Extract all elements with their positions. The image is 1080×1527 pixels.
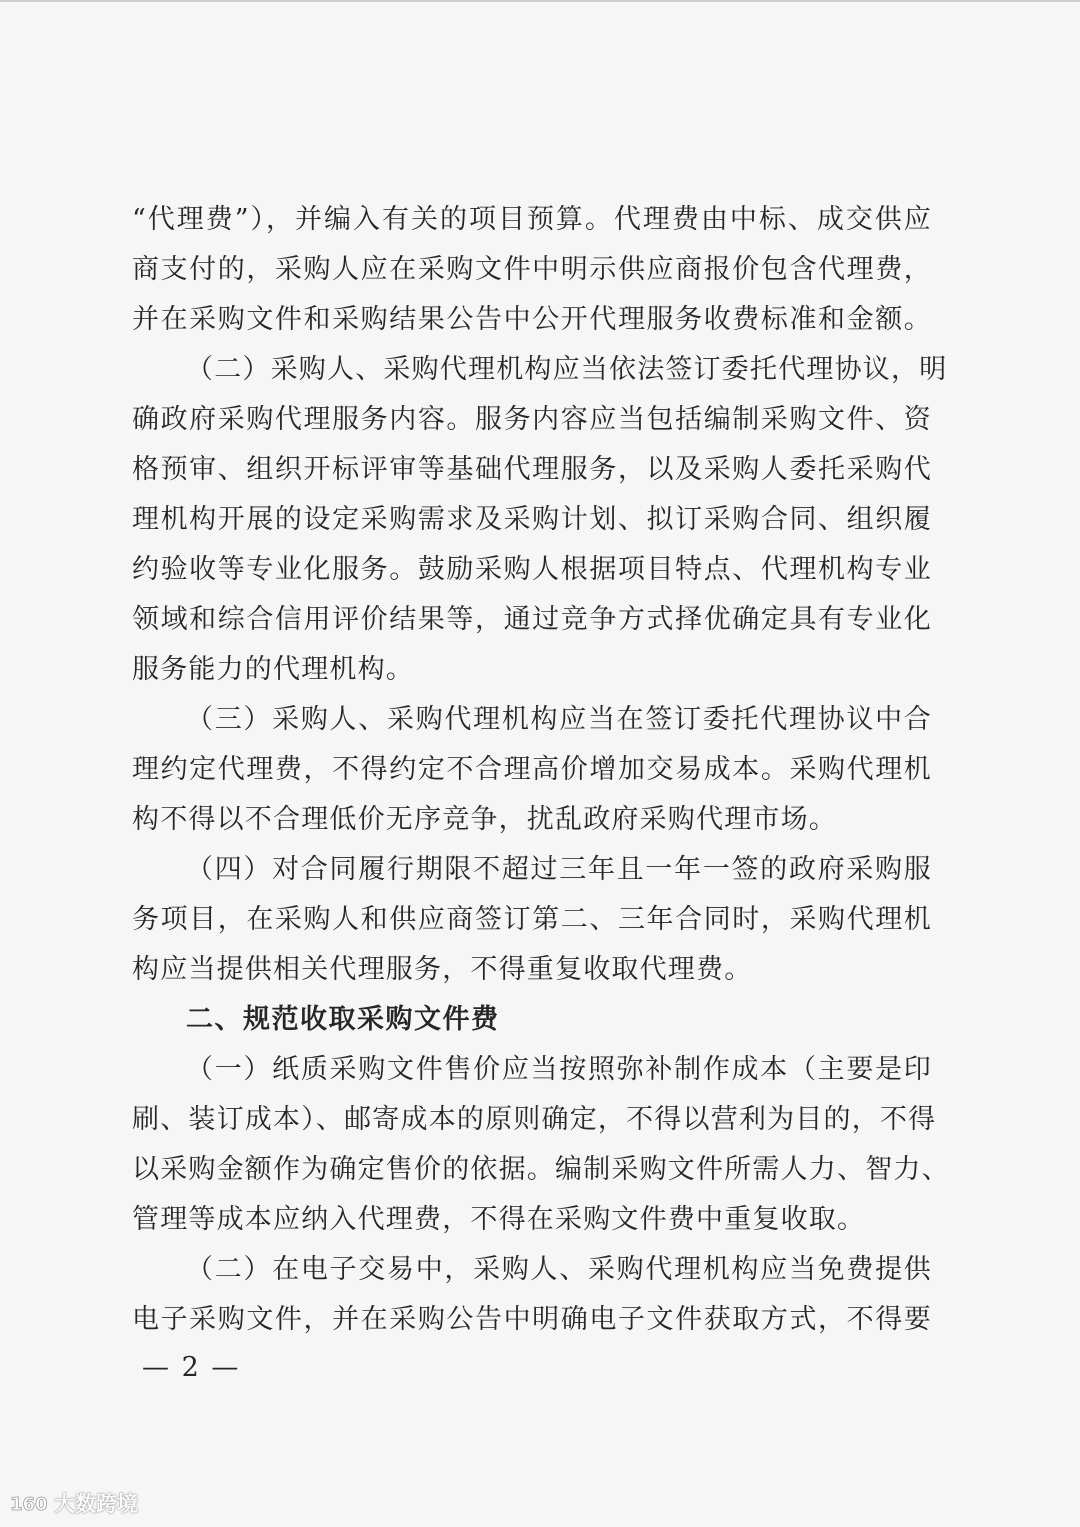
paragraph-start-line: （一）纸质采购文件售价应当按照弥补制作成本（主要是印: [186, 1054, 932, 1085]
text-line: 理机构开展的设定采购需求及采购计划、拟订采购合同、组织履: [132, 504, 932, 535]
paragraph-start-line: （二）采购人、采购代理机构应当依法签订委托代理协议，明: [186, 354, 948, 385]
paragraph-start-line: （三）采购人、采购代理机构应当在签订委托代理协议中合: [186, 704, 932, 735]
text-line: 管理等成本应纳入代理费，不得在采购文件费中重复收取。: [132, 1204, 866, 1235]
text-line: 并在采购文件和采购结果公告中公开代理服务收费标准和金额。: [132, 304, 932, 335]
text-line: 理约定代理费，不得约定不合理高价增加交易成本。采购代理机: [132, 754, 932, 785]
text-line: 构应当提供相关代理服务，不得重复收取代理费。: [132, 954, 753, 985]
text-line: 商支付的，采购人应在采购文件中明示供应商报价包含代理费，: [132, 254, 932, 285]
watermark-logo-icon: [8, 1490, 52, 1516]
watermark-text: 大数跨境: [54, 1492, 138, 1516]
paragraph-start-line: （二）在电子交易中，采购人、采购代理机构应当免费提供: [186, 1254, 932, 1285]
svg-text:160: 160: [10, 1494, 48, 1515]
text-line: 务项目，在采购人和供应商签订第二、三年合同时，采购代理机: [132, 904, 932, 935]
text-line: 电子采购文件，并在采购公告中明确电子文件获取方式，不得要: [132, 1304, 932, 1335]
section-heading: 二、规范收取采购文件费: [186, 1004, 500, 1035]
watermark: [8, 1488, 138, 1518]
text-line: 约验收等专业化服务。鼓励采购人根据项目特点、代理机构专业: [132, 554, 932, 585]
paragraph-start-line: （四）对合同履行期限不超过三年且一年一签的政府采购服: [186, 854, 932, 885]
text-line: 以采购金额作为确定售价的依据。编制采购文件所需人力、智力、: [132, 1154, 950, 1185]
text-line: 领域和综合信用评价结果等，通过竞争方式择优确定具有专业化: [132, 604, 932, 635]
text-line: 构不得以不合理低价无序竞争，扰乱政府采购代理市场。: [132, 804, 837, 835]
text-line: “代理费”），并编入有关的项目预算。代理费由中标、成交供应: [132, 204, 932, 235]
text-line: 刷、装订成本）、邮寄成本的原则确定，不得以营利为目的，不得: [132, 1104, 937, 1135]
text-line: 服务能力的代理机构。: [132, 654, 414, 685]
text-line: 格预审、组织开标评审等基础代理服务，以及采购人委托采购代: [132, 454, 932, 485]
text-line: 确政府采购代理服务内容。服务内容应当包括编制采购文件、资: [132, 404, 932, 435]
page-number: — 2 —: [142, 1352, 241, 1383]
